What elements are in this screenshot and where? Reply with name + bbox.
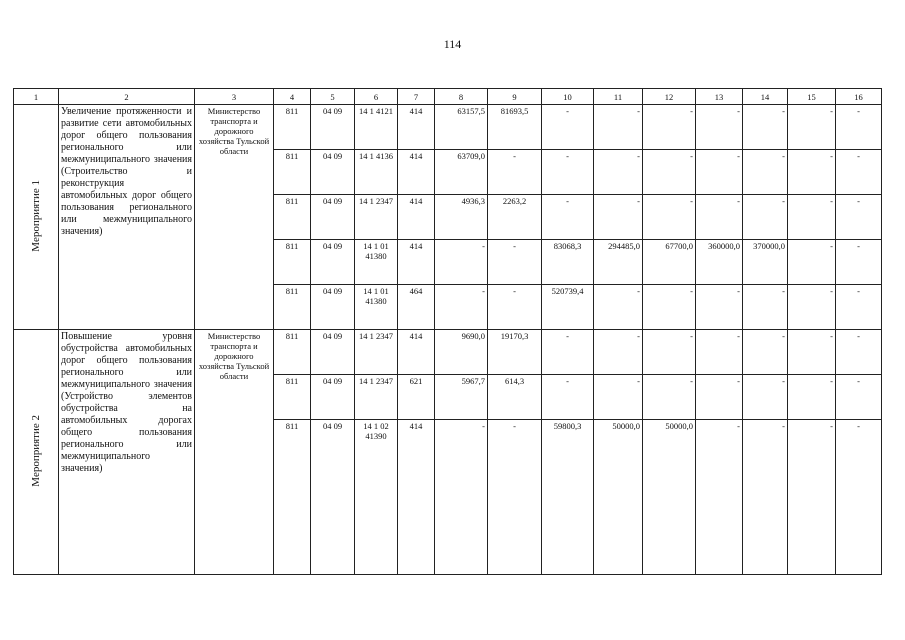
data-cell: 04 09: [311, 375, 355, 420]
data-cell: 9690,0: [435, 330, 488, 375]
data-cell: -: [743, 330, 788, 375]
data-cell: -: [788, 330, 836, 375]
data-cell: 14 1 4121: [355, 105, 398, 150]
data-cell: -: [788, 105, 836, 150]
data-cell: 04 09: [311, 150, 355, 195]
data-cell: 5967,7: [435, 375, 488, 420]
data-cell: 811: [274, 420, 311, 575]
data-cell: -: [836, 420, 882, 575]
header-cell: 8: [435, 89, 488, 105]
measure-label-cell: [14, 105, 59, 330]
data-cell: 04 09: [311, 195, 355, 240]
data-cell: 14 1 2347: [355, 375, 398, 420]
data-cell: 414: [398, 105, 435, 150]
data-cell: -: [435, 420, 488, 575]
data-cell: 19170,3: [488, 330, 542, 375]
measure-description: Увеличение протяженности и развитие сети автомобильных дорог общего пользования регионального или межмуниципального значения (Строительство и реконструкция автомобильных дорог общего пользования регионального или межмуниципального значения): [59, 105, 195, 330]
header-cell: 10: [542, 89, 594, 105]
data-cell: -: [696, 285, 743, 330]
data-cell: 414: [398, 240, 435, 285]
data-cell: -: [643, 285, 696, 330]
data-cell: 50000,0: [594, 420, 643, 575]
data-cell: 04 09: [311, 105, 355, 150]
data-cell: 63157,5: [435, 105, 488, 150]
data-cell: -: [836, 330, 882, 375]
data-cell: -: [836, 150, 882, 195]
data-cell: -: [788, 195, 836, 240]
data-cell: -: [696, 420, 743, 575]
header-cell: 6: [355, 89, 398, 105]
data-cell: -: [696, 105, 743, 150]
data-cell: -: [542, 375, 594, 420]
data-cell: -: [788, 420, 836, 575]
data-cell: 464: [398, 285, 435, 330]
data-cell: -: [643, 150, 696, 195]
data-cell: -: [542, 150, 594, 195]
data-cell: 63709,0: [435, 150, 488, 195]
data-cell: -: [488, 240, 542, 285]
data-cell: 811: [274, 105, 311, 150]
data-cell: -: [743, 105, 788, 150]
data-cell: -: [594, 375, 643, 420]
header-cell: 13: [696, 89, 743, 105]
data-cell: -: [696, 195, 743, 240]
data-cell: -: [594, 285, 643, 330]
data-cell: -: [788, 150, 836, 195]
data-cell: -: [435, 285, 488, 330]
data-cell: 50000,0: [643, 420, 696, 575]
data-cell: 370000,0: [743, 240, 788, 285]
header-cell: 15: [788, 89, 836, 105]
header-cell: 4: [274, 89, 311, 105]
data-cell: -: [743, 195, 788, 240]
data-cell: -: [836, 240, 882, 285]
data-cell: 14 1 4136: [355, 150, 398, 195]
data-cell: -: [594, 195, 643, 240]
data-cell: 4936,3: [435, 195, 488, 240]
data-cell: -: [542, 105, 594, 150]
header-cell: 14: [743, 89, 788, 105]
header-row: [14, 89, 882, 105]
data-cell: -: [488, 420, 542, 575]
data-cell: -: [643, 195, 696, 240]
data-cell: -: [788, 285, 836, 330]
page-number: 114: [443, 37, 462, 51]
data-cell: -: [643, 330, 696, 375]
data-cell: -: [435, 240, 488, 285]
data-cell: 621: [398, 375, 435, 420]
data-cell: 811: [274, 195, 311, 240]
data-cell: -: [594, 330, 643, 375]
data-cell: 294485,0: [594, 240, 643, 285]
header-cell: 5: [311, 89, 355, 105]
data-cell: -: [836, 375, 882, 420]
data-cell: 811: [274, 375, 311, 420]
data-cell: 14 1 02 41390: [355, 420, 398, 575]
data-cell: -: [836, 285, 882, 330]
data-cell: -: [488, 150, 542, 195]
data-cell: 81693,5: [488, 105, 542, 150]
header-cell: 2: [59, 89, 195, 105]
data-cell: -: [836, 105, 882, 150]
data-cell: 614,3: [488, 375, 542, 420]
data-cell: 520739,4: [542, 285, 594, 330]
data-cell: 811: [274, 285, 311, 330]
data-cell: 14 1 01 41380: [355, 285, 398, 330]
data-cell: 414: [398, 195, 435, 240]
data-cell: 04 09: [311, 240, 355, 285]
data-cell: 67700,0: [643, 240, 696, 285]
data-cell: 14 1 2347: [355, 330, 398, 375]
data-cell: 414: [398, 150, 435, 195]
data-cell: 414: [398, 330, 435, 375]
data-cell: -: [788, 240, 836, 285]
header-cell: 1: [14, 89, 59, 105]
header-cell: 9: [488, 89, 542, 105]
header-cell: 12: [643, 89, 696, 105]
data-cell: -: [743, 420, 788, 575]
data-cell: 360000,0: [696, 240, 743, 285]
data-cell: -: [542, 330, 594, 375]
header-cell: 3: [195, 89, 274, 105]
data-cell: 14 1 2347: [355, 195, 398, 240]
responsible-organization: Министерство транспорта и дорожного хозяйства Тульской области: [195, 330, 274, 575]
data-cell: 811: [274, 330, 311, 375]
data-cell: -: [743, 375, 788, 420]
data-cell: 2263,2: [488, 195, 542, 240]
data-cell: -: [542, 195, 594, 240]
responsible-organization: Министерство транспорта и дорожного хозяйства Тульской области: [195, 105, 274, 330]
budget-table: [13, 88, 882, 575]
data-cell: 811: [274, 240, 311, 285]
header-cell: 7: [398, 89, 435, 105]
data-cell: 04 09: [311, 285, 355, 330]
table-row: [14, 330, 882, 375]
data-cell: -: [836, 195, 882, 240]
data-cell: -: [643, 375, 696, 420]
data-cell: -: [594, 150, 643, 195]
data-cell: 414: [398, 420, 435, 575]
measure-label: Мероприятие 1: [30, 180, 42, 252]
data-cell: 59800,3: [542, 420, 594, 575]
header-cell: 16: [836, 89, 882, 105]
data-cell: -: [743, 285, 788, 330]
data-cell: -: [696, 330, 743, 375]
header-cell: 11: [594, 89, 643, 105]
measure-description: Повышение уровня обустройства автомобильных дорог общего пользования регионального или межмуниципального значения (Устройство элементов обустройства на автомобильных дорогах общего пользования регионального или межмуниципального значения): [59, 330, 195, 575]
table-row: [14, 105, 882, 150]
data-cell: -: [788, 375, 836, 420]
data-cell: 811: [274, 150, 311, 195]
data-cell: -: [743, 150, 788, 195]
data-cell: 83068,3: [542, 240, 594, 285]
data-cell: -: [594, 105, 643, 150]
data-cell: 04 09: [311, 330, 355, 375]
measure-label-cell: [14, 330, 59, 575]
data-cell: -: [488, 285, 542, 330]
data-cell: -: [696, 150, 743, 195]
data-cell: -: [643, 105, 696, 150]
data-cell: 14 1 01 41380: [355, 240, 398, 285]
data-cell: -: [696, 375, 743, 420]
data-cell: 04 09: [311, 420, 355, 575]
measure-label: Мероприятие 2: [30, 415, 42, 487]
